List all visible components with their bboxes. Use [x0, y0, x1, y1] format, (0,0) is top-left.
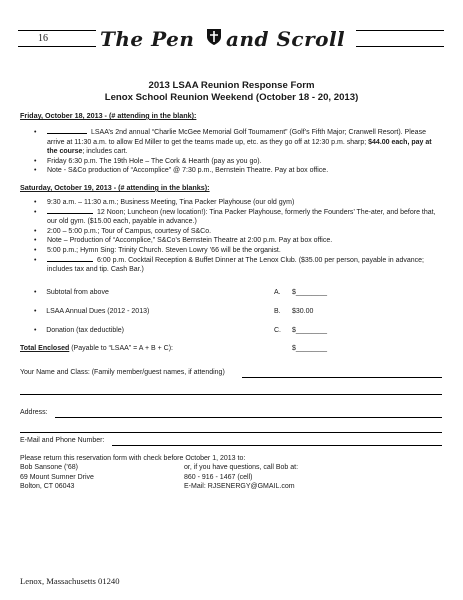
dinner-text: 6:00 p.m. Cocktail Reception & Buffet Dinner at The Lenox Club. ($35.00 per person, payable in advance; includes tax and tip. Cash Bar.)	[47, 256, 424, 274]
total-field[interactable]: $________	[292, 345, 328, 352]
contact-line: or, if you have questions, call Bob at:	[184, 464, 299, 471]
summary-label: LSAA Annual Dues (2012 - 2013)	[46, 308, 150, 315]
email-phone-field[interactable]	[112, 445, 442, 446]
golf-tail: ; includes cart.	[82, 148, 128, 156]
address-field-line2[interactable]	[20, 432, 442, 433]
list-item: • 2:00 – 5:00 p.m.; Tour of Campus, courtesy of S&Co.	[47, 227, 442, 237]
friday-heading: Friday, October 18, 2013 - (# attending in the blank):	[20, 111, 197, 120]
page-number: 16	[38, 33, 48, 44]
golf-price: $44.00 each, pay at the course	[47, 138, 432, 156]
total-row	[20, 345, 440, 355]
dues-value: $30.00	[292, 308, 314, 315]
footer-location: Lenox, Massachusetts 01240	[20, 576, 120, 586]
list-item	[47, 256, 442, 275]
return-contact	[184, 463, 298, 492]
return-address	[20, 463, 94, 492]
address-label: Address:	[20, 409, 48, 416]
masthead-title-left: The Pen	[100, 27, 195, 51]
list-item: • 5:00 p.m.; Hymn Sing: Trinity Church. Steven Lowry ’66 will be the organist.	[47, 246, 442, 256]
return-address-line: Bolton, CT 06043	[20, 483, 75, 490]
form-title: 2013 LSAA Reunion Response Form	[148, 80, 315, 91]
donation-field[interactable]: $________	[292, 327, 328, 334]
form-subtitle: Lenox School Reunion Weekend (October 18 - 20, 2013)	[104, 92, 359, 103]
list-item: • Note – Production of “Accomplice,” S&Co’s Bernstein Theatre at 2:00 p.m. Pay at box office.	[47, 236, 442, 246]
crest-icon	[206, 28, 222, 46]
contact-email: E-Mail: RJSENERGY@GMAIL.com	[184, 483, 295, 490]
name-field-line2[interactable]	[20, 394, 442, 395]
return-intro: Please return this reservation form with check before October 1, 2013 to:	[20, 455, 246, 462]
summary-letter: B.	[274, 308, 281, 315]
summary-letter: C.	[274, 327, 281, 334]
address-field[interactable]	[55, 417, 442, 418]
dinner-count-blank[interactable]	[47, 261, 93, 262]
golf-count-blank[interactable]	[47, 133, 87, 134]
golf-text: LSAA’s 2nd annual “Charlie McGee Memorial Golf Tournament” (Golf’s Fifth Major; Cranwell Resort). Please arrive at 11:30 a.m. to allow Ed Miller to get the teams made up, etc. as they go off at 12:30 p.m. sharp;	[47, 129, 426, 146]
name-label: Your Name and Class: (Family member/guest names, if attending)	[20, 369, 225, 376]
luncheon-text: 12 Noon; Luncheon (new location!): Tina Packer Playhouse, formerly the Founders’ The-ater, and before that, our old gym. ($15.00 each, payable in advance.)	[47, 208, 436, 226]
return-address-line: 69 Mount Sumner Drive	[20, 473, 94, 481]
total-label: Total Enclosed	[20, 345, 70, 352]
summary-row: • Donation (tax deductible) C. $________	[34, 327, 328, 334]
luncheon-count-blank[interactable]	[47, 213, 93, 214]
list-item: • Friday 6:30 p.m. The 19th Hole – The Cork & Hearth (pay as you go).	[47, 157, 442, 167]
return-address-line: Bob Sansone (’68)	[20, 464, 78, 471]
masthead-title-right: and Scroll	[226, 27, 346, 51]
summary-row: • LSAA Annual Dues (2012 - 2013) B. $30.00	[34, 308, 314, 315]
masthead-rule-right-bottom	[356, 46, 444, 47]
saturday-list	[47, 198, 442, 275]
list-item: • 9:30 a.m. – 11:30 a.m.; Business Meeting, Tina Packer Playhouse (our old gym)	[47, 198, 442, 208]
summary-label: Subtotal from above	[46, 289, 109, 296]
friday-list	[47, 128, 442, 176]
subtotal-field[interactable]: $________	[292, 289, 328, 296]
saturday-heading: Saturday, October 19, 2013 - (# attending in the blanks):	[20, 183, 210, 192]
contact-phone: 860 - 916 - 1467 (cell)	[184, 473, 253, 481]
list-item	[47, 128, 442, 157]
masthead-rule-right-top	[356, 30, 444, 31]
summary-letter: A.	[274, 289, 281, 296]
name-field[interactable]	[242, 377, 442, 378]
summary-row: • Subtotal from above A. $________	[34, 289, 328, 296]
summary-label: Donation (tax deductible)	[46, 327, 125, 334]
email-phone-label: E-Mail and Phone Number:	[20, 437, 105, 444]
masthead-rule-left-top	[18, 30, 96, 31]
list-item: • Note - S&Co production of “Accomplice” @ 7:30 p.m., Bernstein Theatre. Pay at box office.	[47, 166, 442, 176]
total-label-rest: (Payable to “LSAA” = A + B + C):	[69, 345, 173, 352]
masthead-rule-left-bottom	[18, 46, 96, 47]
list-item	[47, 208, 442, 227]
